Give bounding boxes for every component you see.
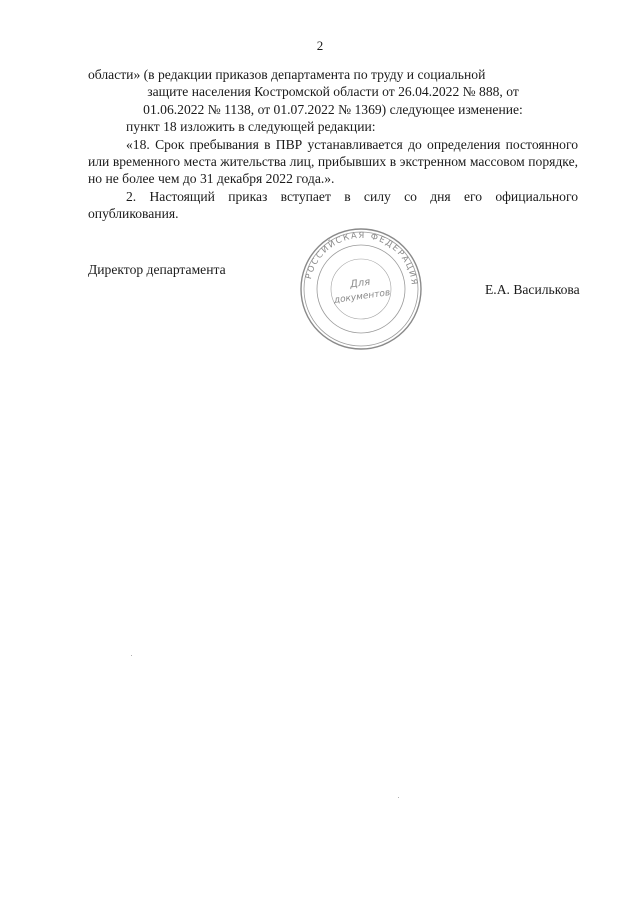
paragraph-line-1: области» (в редакции приказов департамента по труду и социальной bbox=[88, 67, 486, 82]
signatory-title: Директор департамента bbox=[88, 262, 226, 277]
page-number: 2 bbox=[316, 38, 324, 53]
paragraph-point-18-text: «18. Срок пребывания в ПВР устанавливается до определения постоянного или временного места жительства лиц, прибывших в экстренном массовом порядке, но не более чем до 31 декабря 2022 года.». bbox=[88, 136, 578, 187]
paragraph-line-2: защите населения Костромской области от 26.04.2022 № 888, от bbox=[147, 84, 519, 100]
paragraph-effective-date: 2. Настоящий приказ вступает в силу со дня его официального опубликования. bbox=[88, 188, 578, 222]
scan-speck bbox=[398, 797, 399, 798]
official-seal-stamp bbox=[298, 226, 424, 352]
seal-center-text-1: Для bbox=[349, 276, 372, 291]
seal-outer-text: РОССИЙСКАЯ ФЕДЕРАЦИЯ bbox=[303, 229, 421, 287]
paragraph-line-3: 01.06.2022 № 1138, от 01.07.2022 № 1369) следующее изменение: bbox=[143, 101, 523, 117]
signatory-name: Е.А. Василькова bbox=[485, 282, 580, 297]
seal-icon bbox=[298, 226, 424, 352]
seal-center-text-2: документов bbox=[333, 288, 391, 306]
scan-speck bbox=[131, 655, 132, 656]
document-body bbox=[88, 66, 578, 223]
paragraph-point-18-intro: пункт 18 изложить в следующей редакции: bbox=[126, 119, 376, 135]
